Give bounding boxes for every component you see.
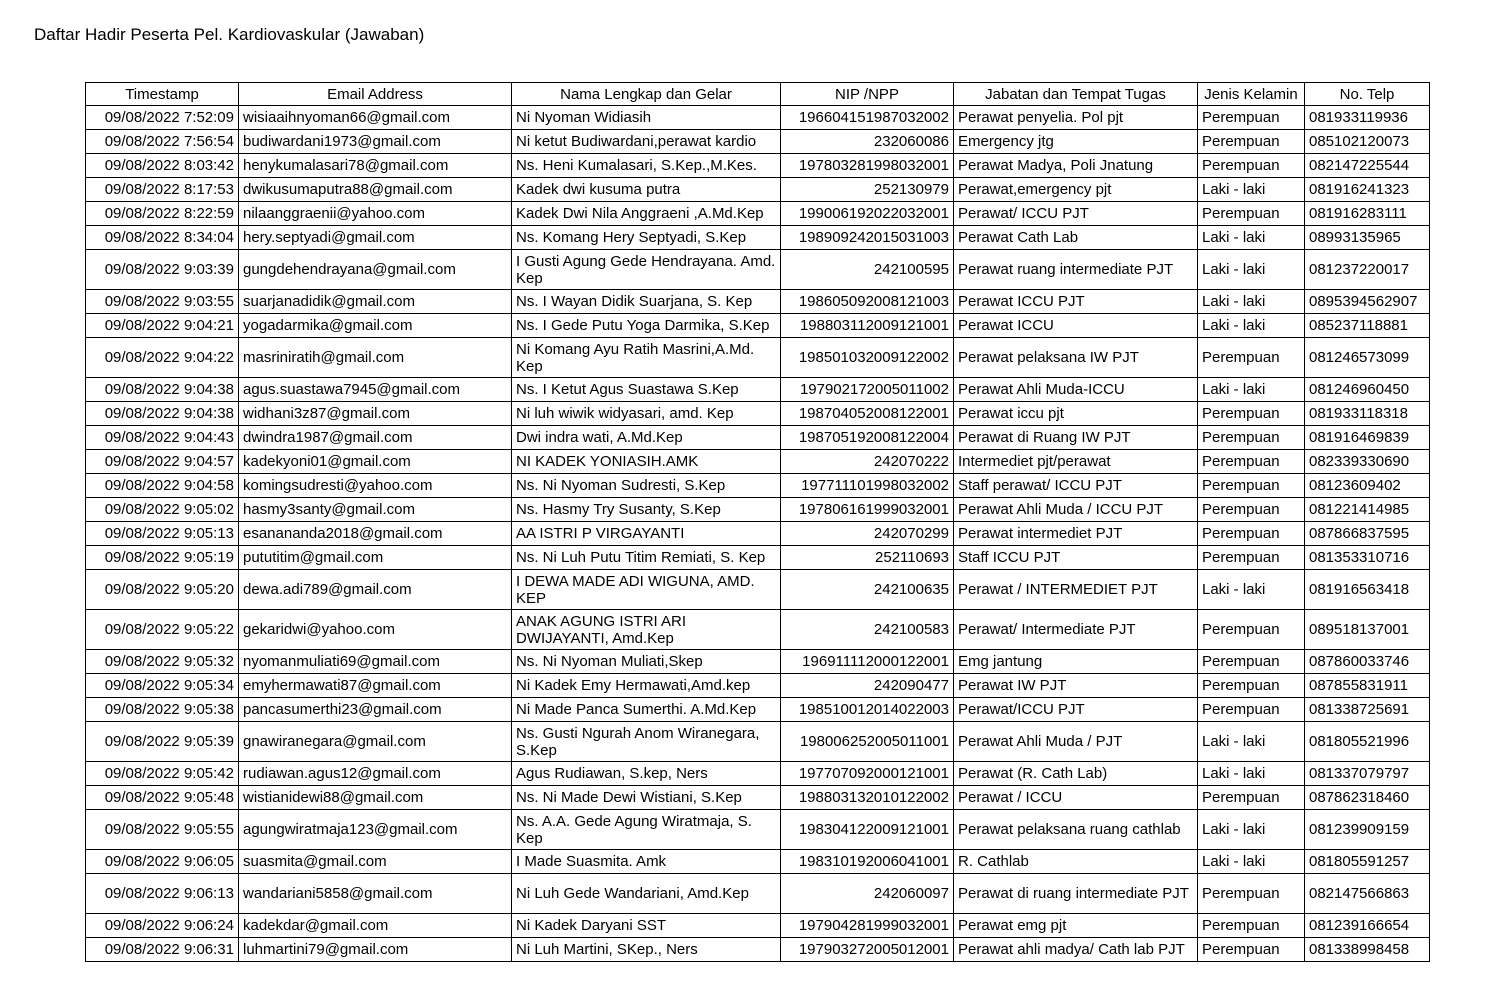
- cell-nip: 198304122009121001: [781, 810, 954, 850]
- cell-nip: 242070299: [781, 522, 954, 546]
- cell-phone: 0895394562907: [1305, 290, 1430, 314]
- cell-job: Perawat Madya, Poli Jnatung: [954, 154, 1198, 178]
- cell-nip: 199006192022032001: [781, 202, 954, 226]
- cell-job: Perawat Ahli Muda / ICCU PJT: [954, 498, 1198, 522]
- cell-phone: 087855831911: [1305, 674, 1430, 698]
- cell-job: Perawat / INTERMEDIET PJT: [954, 570, 1198, 610]
- table-row: [86, 338, 1430, 378]
- cell-name: AA ISTRI P VIRGAYANTI: [512, 522, 781, 546]
- attendance-table: [85, 82, 1430, 962]
- table-row: [86, 850, 1430, 874]
- cell-phone: 081246573099: [1305, 338, 1430, 378]
- cell-phone: 081221414985: [1305, 498, 1430, 522]
- cell-timestamp: 09/08/2022 8:22:59: [86, 202, 239, 226]
- cell-gender: Laki - laki: [1198, 810, 1305, 850]
- cell-gender: Perempuan: [1198, 546, 1305, 570]
- cell-timestamp: 09/08/2022 9:05:38: [86, 698, 239, 722]
- cell-name: I Gusti Agung Gede Hendrayana. Amd. Kep: [512, 250, 781, 290]
- cell-timestamp: 09/08/2022 9:05:55: [86, 810, 239, 850]
- cell-gender: Perempuan: [1198, 610, 1305, 650]
- cell-timestamp: 09/08/2022 8:03:42: [86, 154, 239, 178]
- cell-gender: Perempuan: [1198, 402, 1305, 426]
- cell-nip: 198909242015031003: [781, 226, 954, 250]
- cell-timestamp: 09/08/2022 9:06:24: [86, 914, 239, 938]
- cell-email: widhani3z87@gmail.com: [239, 402, 512, 426]
- cell-gender: Perempuan: [1198, 474, 1305, 498]
- cell-name: Ni ketut Budiwardani,perawat kardio: [512, 130, 781, 154]
- cell-gender: Laki - laki: [1198, 226, 1305, 250]
- header-email: Email Address: [239, 83, 512, 106]
- cell-name: Ni Nyoman Widiasih: [512, 106, 781, 130]
- header-gender: Jenis Kelamin: [1198, 83, 1305, 106]
- cell-email: gekaridwi@yahoo.com: [239, 610, 512, 650]
- cell-nip: 197904281999032001: [781, 914, 954, 938]
- cell-phone: 081239909159: [1305, 810, 1430, 850]
- cell-gender: Perempuan: [1198, 130, 1305, 154]
- cell-phone: 082147225544: [1305, 154, 1430, 178]
- table-row: [86, 786, 1430, 810]
- cell-phone: 089518137001: [1305, 610, 1430, 650]
- cell-name: Ns. Heni Kumalasari, S.Kep.,M.Kes.: [512, 154, 781, 178]
- cell-name: Ni Kadek Emy Hermawati,Amd.kep: [512, 674, 781, 698]
- cell-nip: 242070222: [781, 450, 954, 474]
- cell-email: agungwiratmaja123@gmail.com: [239, 810, 512, 850]
- cell-gender: Laki - laki: [1198, 722, 1305, 762]
- cell-gender: Perempuan: [1198, 498, 1305, 522]
- table-row: [86, 914, 1430, 938]
- cell-gender: Laki - laki: [1198, 850, 1305, 874]
- header-job: Jabatan dan Tempat Tugas: [954, 83, 1198, 106]
- cell-timestamp: 09/08/2022 9:05:39: [86, 722, 239, 762]
- cell-email: esanananda2018@gmail.com: [239, 522, 512, 546]
- cell-gender: Perempuan: [1198, 202, 1305, 226]
- cell-job: Perawat Ahli Muda / PJT: [954, 722, 1198, 762]
- header-nip: NIP /NPP: [781, 83, 954, 106]
- cell-nip: 198006252005011001: [781, 722, 954, 762]
- cell-timestamp: 09/08/2022 7:52:09: [86, 106, 239, 130]
- table-body: [86, 106, 1430, 962]
- cell-timestamp: 09/08/2022 9:05:48: [86, 786, 239, 810]
- cell-gender: Laki - laki: [1198, 178, 1305, 202]
- cell-timestamp: 09/08/2022 9:03:55: [86, 290, 239, 314]
- cell-timestamp: 09/08/2022 9:04:21: [86, 314, 239, 338]
- cell-nip: 198310192006041001: [781, 850, 954, 874]
- table-row: [86, 674, 1430, 698]
- table-row: [86, 226, 1430, 250]
- cell-gender: Laki - laki: [1198, 570, 1305, 610]
- cell-nip: 198501032009122002: [781, 338, 954, 378]
- cell-name: Ns. I Wayan Didik Suarjana, S. Kep: [512, 290, 781, 314]
- cell-timestamp: 09/08/2022 9:04:38: [86, 378, 239, 402]
- cell-job: Perawat/ ICCU PJT: [954, 202, 1198, 226]
- cell-name: Ni Komang Ayu Ratih Masrini,A.Md. Kep: [512, 338, 781, 378]
- table-row: [86, 698, 1430, 722]
- cell-name: I Made Suasmita. Amk: [512, 850, 781, 874]
- cell-email: hery.septyadi@gmail.com: [239, 226, 512, 250]
- cell-nip: 198704052008122001: [781, 402, 954, 426]
- cell-gender: Perempuan: [1198, 874, 1305, 914]
- cell-phone: 081239166654: [1305, 914, 1430, 938]
- table-row: [86, 202, 1430, 226]
- cell-phone: 081338998458: [1305, 938, 1430, 962]
- table-row: [86, 106, 1430, 130]
- cell-email: agus.suastawa7945@gmail.com: [239, 378, 512, 402]
- cell-phone: 082339330690: [1305, 450, 1430, 474]
- cell-timestamp: 09/08/2022 9:06:13: [86, 874, 239, 914]
- cell-name: Ns. Ni Made Dewi Wistiani, S.Kep: [512, 786, 781, 810]
- cell-nip: 196604151987032002: [781, 106, 954, 130]
- cell-name: I DEWA MADE ADI WIGUNA, AMD. KEP: [512, 570, 781, 610]
- cell-nip: 242090477: [781, 674, 954, 698]
- table-row: [86, 546, 1430, 570]
- cell-job: Perawat,emergency pjt: [954, 178, 1198, 202]
- cell-email: pututitim@gmail.com: [239, 546, 512, 570]
- cell-job: Perawat Ahli Muda-ICCU: [954, 378, 1198, 402]
- cell-name: Kadek Dwi Nila Anggraeni ,A.Md.Kep: [512, 202, 781, 226]
- cell-job: Staff ICCU PJT: [954, 546, 1198, 570]
- cell-name: Agus Rudiawan, S.kep, Ners: [512, 762, 781, 786]
- cell-phone: 081916283111: [1305, 202, 1430, 226]
- cell-email: yogadarmika@gmail.com: [239, 314, 512, 338]
- cell-name: ANAK AGUNG ISTRI ARI DWIJAYANTI, Amd.Kep: [512, 610, 781, 650]
- cell-email: kadekdar@gmail.com: [239, 914, 512, 938]
- cell-nip: 198705192008122004: [781, 426, 954, 450]
- cell-job: Perawat ICCU: [954, 314, 1198, 338]
- cell-email: nilaanggraenii@yahoo.com: [239, 202, 512, 226]
- cell-email: kadekyoni01@gmail.com: [239, 450, 512, 474]
- table-row: [86, 498, 1430, 522]
- cell-nip: 242060097: [781, 874, 954, 914]
- cell-phone: 08993135965: [1305, 226, 1430, 250]
- table-row: [86, 250, 1430, 290]
- cell-job: Staff perawat/ ICCU PJT: [954, 474, 1198, 498]
- cell-gender: Laki - laki: [1198, 250, 1305, 290]
- cell-gender: Perempuan: [1198, 698, 1305, 722]
- cell-timestamp: 09/08/2022 9:04:58: [86, 474, 239, 498]
- cell-gender: Laki - laki: [1198, 290, 1305, 314]
- cell-gender: Perempuan: [1198, 106, 1305, 130]
- cell-email: hasmy3santy@gmail.com: [239, 498, 512, 522]
- cell-nip: 198803112009121001: [781, 314, 954, 338]
- table-row: [86, 130, 1430, 154]
- table-row: [86, 314, 1430, 338]
- table-row: [86, 810, 1430, 850]
- cell-nip: 198510012014022003: [781, 698, 954, 722]
- cell-job: Perawat pelaksana IW PJT: [954, 338, 1198, 378]
- cell-name: Ns. Ni Nyoman Sudresti, S.Kep: [512, 474, 781, 498]
- cell-phone: 085237118881: [1305, 314, 1430, 338]
- cell-phone: 085102120073: [1305, 130, 1430, 154]
- cell-job: Perawat intermediet PJT: [954, 522, 1198, 546]
- header-name: Nama Lengkap dan Gelar: [512, 83, 781, 106]
- cell-phone: 081916469839: [1305, 426, 1430, 450]
- cell-email: masriniratih@gmail.com: [239, 338, 512, 378]
- cell-job: Perawat Cath Lab: [954, 226, 1198, 250]
- cell-email: luhmartini79@gmail.com: [239, 938, 512, 962]
- table-row: [86, 570, 1430, 610]
- cell-job: Emg jantung: [954, 650, 1198, 674]
- cell-name: Ns. Ni Luh Putu Titim Remiati, S. Kep: [512, 546, 781, 570]
- cell-timestamp: 09/08/2022 9:03:39: [86, 250, 239, 290]
- cell-email: emyhermawati87@gmail.com: [239, 674, 512, 698]
- cell-name: Ns. Gusti Ngurah Anom Wiranegara, S.Kep: [512, 722, 781, 762]
- cell-timestamp: 09/08/2022 9:05:22: [86, 610, 239, 650]
- cell-job: Perawat iccu pjt: [954, 402, 1198, 426]
- cell-phone: 081353310716: [1305, 546, 1430, 570]
- cell-name: Ni Luh Martini, SKep., Ners: [512, 938, 781, 962]
- cell-email: pancasumerthi23@gmail.com: [239, 698, 512, 722]
- cell-job: Perawat penyelia. Pol pjt: [954, 106, 1198, 130]
- cell-timestamp: 09/08/2022 9:05:32: [86, 650, 239, 674]
- cell-email: wandariani5858@gmail.com: [239, 874, 512, 914]
- cell-email: dwikusumaputra88@gmail.com: [239, 178, 512, 202]
- cell-phone: 081916563418: [1305, 570, 1430, 610]
- cell-job: Perawat di Ruang IW PJT: [954, 426, 1198, 450]
- cell-phone: 081246960450: [1305, 378, 1430, 402]
- cell-name: Ni Kadek Daryani SST: [512, 914, 781, 938]
- table-row: [86, 474, 1430, 498]
- cell-timestamp: 09/08/2022 9:04:22: [86, 338, 239, 378]
- cell-phone: 082147566863: [1305, 874, 1430, 914]
- cell-gender: Laki - laki: [1198, 378, 1305, 402]
- cell-job: Perawat pelaksana ruang cathlab: [954, 810, 1198, 850]
- cell-name: Dwi indra wati, A.Md.Kep: [512, 426, 781, 450]
- cell-job: Perawat emg pjt: [954, 914, 1198, 938]
- cell-email: gungdehendrayana@gmail.com: [239, 250, 512, 290]
- cell-phone: 087866837595: [1305, 522, 1430, 546]
- cell-name: Ns. I Gede Putu Yoga Darmika, S.Kep: [512, 314, 781, 338]
- cell-job: Perawat ICCU PJT: [954, 290, 1198, 314]
- cell-name: Ns. A.A. Gede Agung Wiratmaja, S. Kep: [512, 810, 781, 850]
- cell-gender: Perempuan: [1198, 450, 1305, 474]
- cell-email: dwindra1987@gmail.com: [239, 426, 512, 450]
- table-row: [86, 378, 1430, 402]
- cell-timestamp: 09/08/2022 8:34:04: [86, 226, 239, 250]
- cell-name: Ni Luh Gede Wandariani, Amd.Kep: [512, 874, 781, 914]
- cell-email: gnawiranegara@gmail.com: [239, 722, 512, 762]
- cell-timestamp: 09/08/2022 9:05:42: [86, 762, 239, 786]
- cell-job: R. Cathlab: [954, 850, 1198, 874]
- cell-timestamp: 09/08/2022 7:56:54: [86, 130, 239, 154]
- cell-job: Perawat / ICCU: [954, 786, 1198, 810]
- cell-phone: 081237220017: [1305, 250, 1430, 290]
- cell-job: Perawat/ICCU PJT: [954, 698, 1198, 722]
- cell-nip: 197902172005011002: [781, 378, 954, 402]
- document-title: Daftar Hadir Peserta Pel. Kardiovaskular (Jawaban): [34, 25, 425, 44]
- cell-phone: 081337079797: [1305, 762, 1430, 786]
- table-row: [86, 938, 1430, 962]
- cell-gender: Perempuan: [1198, 338, 1305, 378]
- cell-phone: 08123609402: [1305, 474, 1430, 498]
- table-row: [86, 762, 1430, 786]
- header-row: [86, 83, 1430, 106]
- table-row: [86, 522, 1430, 546]
- cell-phone: 081338725691: [1305, 698, 1430, 722]
- cell-gender: Perempuan: [1198, 674, 1305, 698]
- cell-nip: 196911112000122001: [781, 650, 954, 674]
- cell-name: Ni Made Panca Sumerthi. A.Md.Kep: [512, 698, 781, 722]
- cell-job: Intermediet pjt/perawat: [954, 450, 1198, 474]
- cell-job: Perawat IW PJT: [954, 674, 1198, 698]
- cell-timestamp: 09/08/2022 9:05:02: [86, 498, 239, 522]
- cell-timestamp: 09/08/2022 9:04:57: [86, 450, 239, 474]
- table-row: [86, 722, 1430, 762]
- cell-email: henykumalasari78@gmail.com: [239, 154, 512, 178]
- cell-email: rudiawan.agus12@gmail.com: [239, 762, 512, 786]
- cell-gender: Perempuan: [1198, 938, 1305, 962]
- cell-timestamp: 09/08/2022 9:05:13: [86, 522, 239, 546]
- cell-phone: 087860033746: [1305, 650, 1430, 674]
- cell-nip: 242100595: [781, 250, 954, 290]
- cell-gender: Perempuan: [1198, 914, 1305, 938]
- cell-nip: 197711101998032002: [781, 474, 954, 498]
- cell-nip: 197903272005012001: [781, 938, 954, 962]
- table-row: [86, 610, 1430, 650]
- cell-gender: Perempuan: [1198, 650, 1305, 674]
- cell-job: Perawat di ruang intermediate PJT: [954, 874, 1198, 914]
- cell-name: Ns. Hasmy Try Susanty, S.Kep: [512, 498, 781, 522]
- cell-timestamp: 09/08/2022 8:17:53: [86, 178, 239, 202]
- cell-timestamp: 09/08/2022 9:05:19: [86, 546, 239, 570]
- table-row: [86, 402, 1430, 426]
- cell-email: nyomanmuliati69@gmail.com: [239, 650, 512, 674]
- cell-timestamp: 09/08/2022 9:04:38: [86, 402, 239, 426]
- cell-email: wistianidewi88@gmail.com: [239, 786, 512, 810]
- table-row: [86, 450, 1430, 474]
- cell-nip: 197803281998032001: [781, 154, 954, 178]
- cell-name: Ni luh wiwik widyasari, amd. Kep: [512, 402, 781, 426]
- cell-email: suarjanadidik@gmail.com: [239, 290, 512, 314]
- cell-name: Ns. I Ketut Agus Suastawa S.Kep: [512, 378, 781, 402]
- cell-timestamp: 09/08/2022 9:05:34: [86, 674, 239, 698]
- cell-phone: 081933118318: [1305, 402, 1430, 426]
- cell-nip: 252110693: [781, 546, 954, 570]
- cell-timestamp: 09/08/2022 9:05:20: [86, 570, 239, 610]
- cell-nip: 197806161999032001: [781, 498, 954, 522]
- cell-email: dewa.adi789@gmail.com: [239, 570, 512, 610]
- table-row: [86, 154, 1430, 178]
- header-phone: No. Telp: [1305, 83, 1430, 106]
- table-row: [86, 650, 1430, 674]
- cell-timestamp: 09/08/2022 9:04:43: [86, 426, 239, 450]
- cell-gender: Perempuan: [1198, 522, 1305, 546]
- cell-nip: 198803132010122002: [781, 786, 954, 810]
- cell-name: Ns. Komang Hery Septyadi, S.Kep: [512, 226, 781, 250]
- cell-job: Emergency jtg: [954, 130, 1198, 154]
- cell-gender: Laki - laki: [1198, 314, 1305, 338]
- cell-phone: 087862318460: [1305, 786, 1430, 810]
- cell-nip: 198605092008121003: [781, 290, 954, 314]
- cell-name: NI KADEK YONIASIH.AMK: [512, 450, 781, 474]
- table-row: [86, 874, 1430, 914]
- cell-nip: 197707092000121001: [781, 762, 954, 786]
- cell-timestamp: 09/08/2022 9:06:05: [86, 850, 239, 874]
- cell-name: Ns. Ni Nyoman Muliati,Skep: [512, 650, 781, 674]
- cell-email: suasmita@gmail.com: [239, 850, 512, 874]
- cell-gender: Perempuan: [1198, 786, 1305, 810]
- cell-phone: 081805591257: [1305, 850, 1430, 874]
- cell-nip: 242100583: [781, 610, 954, 650]
- cell-name: Kadek dwi kusuma putra: [512, 178, 781, 202]
- cell-job: Perawat ruang intermediate PJT: [954, 250, 1198, 290]
- table-row: [86, 178, 1430, 202]
- cell-email: wisiaaihnyoman66@gmail.com: [239, 106, 512, 130]
- cell-phone: 081805521996: [1305, 722, 1430, 762]
- cell-gender: Perempuan: [1198, 426, 1305, 450]
- cell-job: Perawat ahli madya/ Cath lab PJT: [954, 938, 1198, 962]
- cell-phone: 081916241323: [1305, 178, 1430, 202]
- cell-email: budiwardani1973@gmail.com: [239, 130, 512, 154]
- cell-phone: 081933119936: [1305, 106, 1430, 130]
- table-row: [86, 290, 1430, 314]
- cell-nip: 232060086: [781, 130, 954, 154]
- cell-gender: Perempuan: [1198, 154, 1305, 178]
- cell-nip: 252130979: [781, 178, 954, 202]
- cell-nip: 242100635: [781, 570, 954, 610]
- header-timestamp: Timestamp: [86, 83, 239, 106]
- cell-job: Perawat/ Intermediate PJT: [954, 610, 1198, 650]
- cell-email: komingsudresti@yahoo.com: [239, 474, 512, 498]
- cell-gender: Laki - laki: [1198, 762, 1305, 786]
- cell-timestamp: 09/08/2022 9:06:31: [86, 938, 239, 962]
- cell-job: Perawat (R. Cath Lab): [954, 762, 1198, 786]
- table-row: [86, 426, 1430, 450]
